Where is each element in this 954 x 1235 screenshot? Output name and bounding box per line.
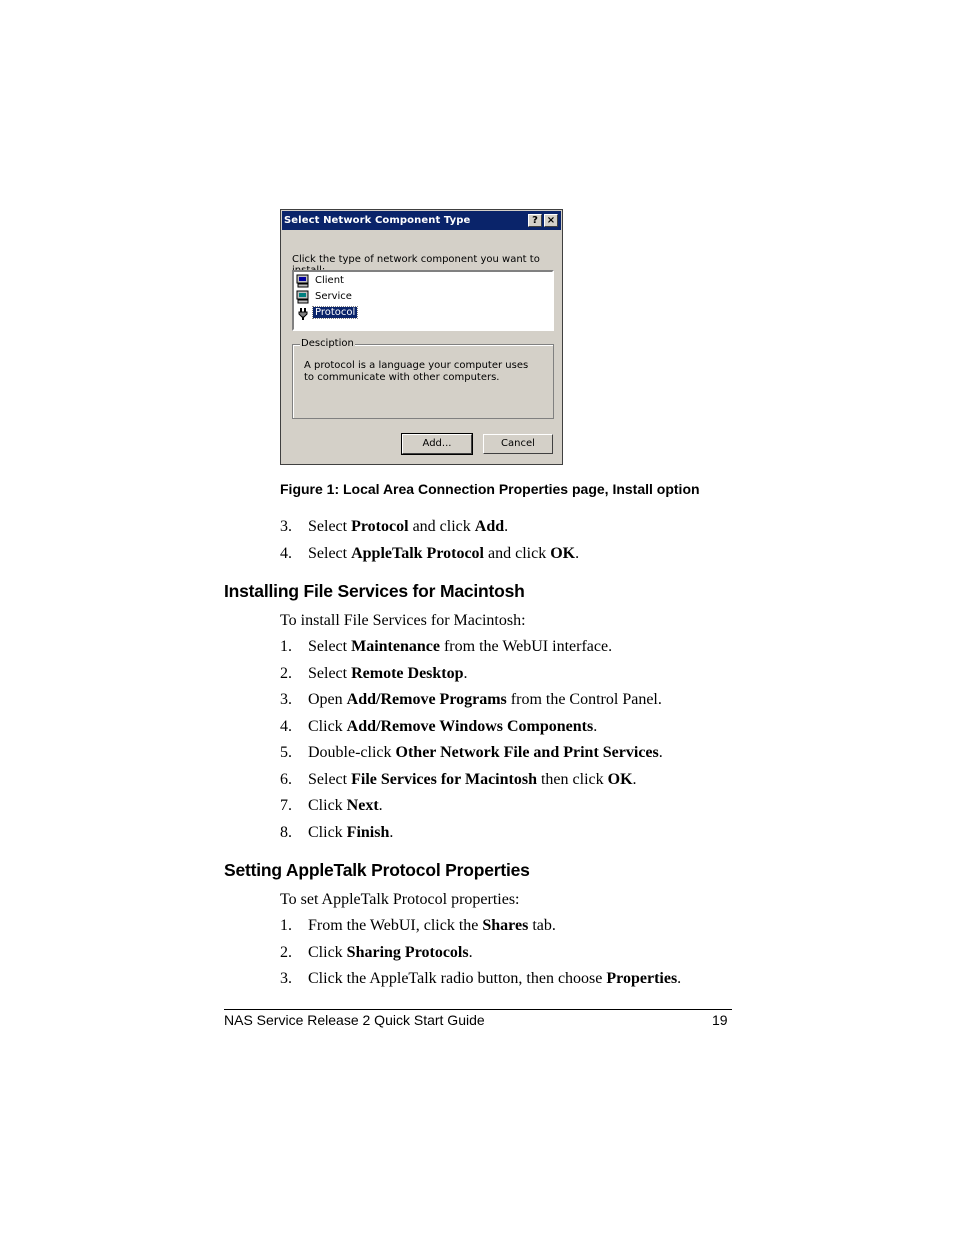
list-item-label: Client (315, 275, 344, 286)
step-number: 3. (280, 691, 292, 708)
list-item-client[interactable] (296, 273, 536, 289)
step-number: 2. (280, 943, 292, 961)
client-computer-icon (296, 274, 310, 288)
step-text: Click the AppleTalk radio button, then choose Properties. (308, 970, 682, 987)
dialog-prompt: Click the type of network component you want to (292, 254, 540, 265)
cancel-button[interactable]: Cancel (483, 434, 553, 454)
description-legend: Desciption (301, 338, 354, 349)
step-number: 1. (280, 917, 292, 934)
step-number: 5. (280, 744, 292, 761)
component-type-list[interactable] (292, 270, 554, 331)
list-item-label: Service (315, 291, 352, 302)
protocol-plug-icon (296, 306, 310, 320)
step-text: Select Maintenance from the WebUI interface. (308, 638, 613, 655)
list-item-label: Protocol (315, 307, 356, 318)
dialog-title: Select Network Component Type (284, 215, 471, 226)
description-text: A protocol is a language your computer uses to communicate with other computers. (304, 360, 529, 383)
footer-divider (224, 1009, 732, 1010)
step-text: Select File Services for Macintosh then click OK. (308, 770, 637, 788)
add-button[interactable]: Add... (402, 434, 472, 454)
step-number: 7. (280, 797, 292, 814)
step-text: Select Remote Desktop. (308, 664, 468, 682)
step-text: Click Sharing Protocols. (308, 943, 473, 961)
step-text: Click Finish. (308, 823, 394, 841)
footer-title: NAS Service Release 2 Quick Start Guide (224, 1012, 485, 1028)
figure-caption: Figure 1: Local Area Connection Properties page, Install option (280, 481, 700, 497)
section-heading-appletalk: Setting AppleTalk Protocol Properties (224, 860, 530, 880)
step-text: Select AppleTalk Protocol and click OK. (308, 545, 580, 562)
list-item-service[interactable] (296, 289, 536, 305)
step-number: 4. (280, 717, 292, 735)
step-number: 3. (280, 518, 292, 535)
close-button[interactable]: × (544, 214, 558, 227)
step-text: Double-click Other Network File and Print Services. (308, 744, 663, 761)
page-number: 19 (712, 1012, 728, 1028)
step-text: Select Protocol and click Add. (308, 518, 509, 535)
select-network-component-dialog (280, 209, 563, 465)
step-number: 2. (280, 664, 292, 682)
step-text: Open Add/Remove Programs from the Control Panel. (308, 691, 662, 708)
list-item-protocol[interactable] (296, 305, 536, 321)
service-computer-icon (296, 290, 310, 304)
section-heading-file-services: Installing File Services for Macintosh (224, 581, 525, 601)
step-text: Click Add/Remove Windows Components. (308, 717, 598, 735)
section-intro-appletalk: To set AppleTalk Protocol properties: (280, 891, 520, 908)
step-text: From the WebUI, click the Shares tab. (308, 917, 556, 934)
step-number: 8. (280, 823, 292, 841)
step-number: 4. (280, 545, 292, 562)
step-number: 3. (280, 970, 292, 987)
description-group (292, 338, 554, 419)
step-text: Click Next. (308, 797, 383, 814)
step-number: 1. (280, 638, 292, 655)
section-intro-file-services: To install File Services for Macintosh: (280, 612, 526, 629)
help-button[interactable]: ? (528, 214, 542, 227)
dialog-titlebar (282, 211, 561, 230)
step-number: 6. (280, 770, 292, 788)
